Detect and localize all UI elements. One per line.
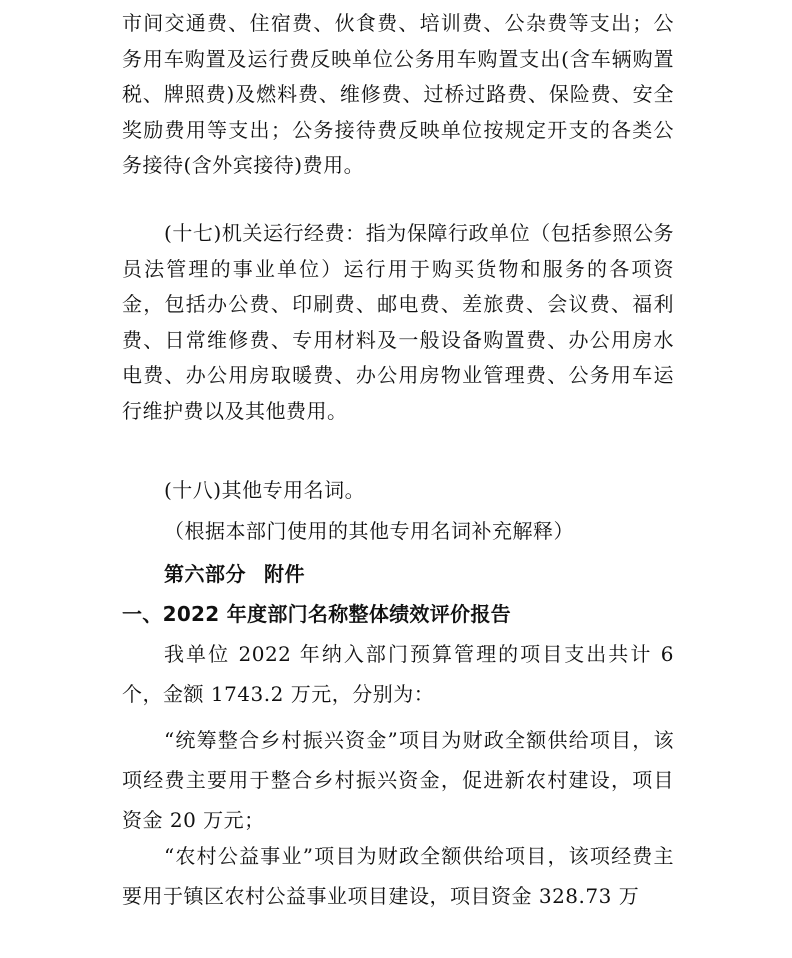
paragraph-other-terms: (十八)其他专用名词。 <box>164 478 366 502</box>
paragraph-supplementary-note: （根据本部门使用的其他专用名词补充解释） <box>164 519 574 543</box>
paragraph-rural-public-welfare-project: “农村公益事业”项目为财政全额供给项目，该项经费主要用于镇区农村公益事业项目建设，项目资金 328.73 万 <box>122 844 674 908</box>
paragraph-project-summary: 我单位 2022 年纳入部门预算管理的项目支出共计 6 个，金额 1743.2 万元，分别为： <box>122 642 674 706</box>
section-heading-part-six <box>164 557 305 591</box>
paragraph-expense-definitions: 市间交通费、住宿费、伙食费、培训费、公杂费等支出；公务用车购置及运行费反映单位公务用车购置支出(含车辆购置税、牌照费)及燃料费、维修费、过桥过路费、保险费、安全奖励费用等支出；公务接待费反映单位按规定开支的各类公务接待(含外宾接待)费用。 <box>122 11 674 177</box>
paragraph-rural-revitalization-project: “统筹整合乡村振兴资金”项目为财政全额供给项目，该项经费主要用于整合乡村振兴资金，促进新农村建设，项目资金 20 万元； <box>122 728 674 832</box>
report-heading: 一、2022 年度部门名称整体绩效评价报告 <box>122 602 511 626</box>
section-title: 附件 <box>264 562 305 586</box>
paragraph-agency-operating-expenses: (十七)机关运行经费：指为保障行政单位（包括参照公务员法管理的事业单位）运行用于购买货物和服务的各项资金，包括办公费、印刷费、邮电费、差旅费、会议费、福利费、日常维修费、专用材料及一般设备购置费、办公用房水电费、办公用房取暖费、办公用房物业管理费、公务用车运行维护费以及其他费用。 <box>122 221 674 423</box>
section-label: 第六部分 <box>164 562 246 586</box>
